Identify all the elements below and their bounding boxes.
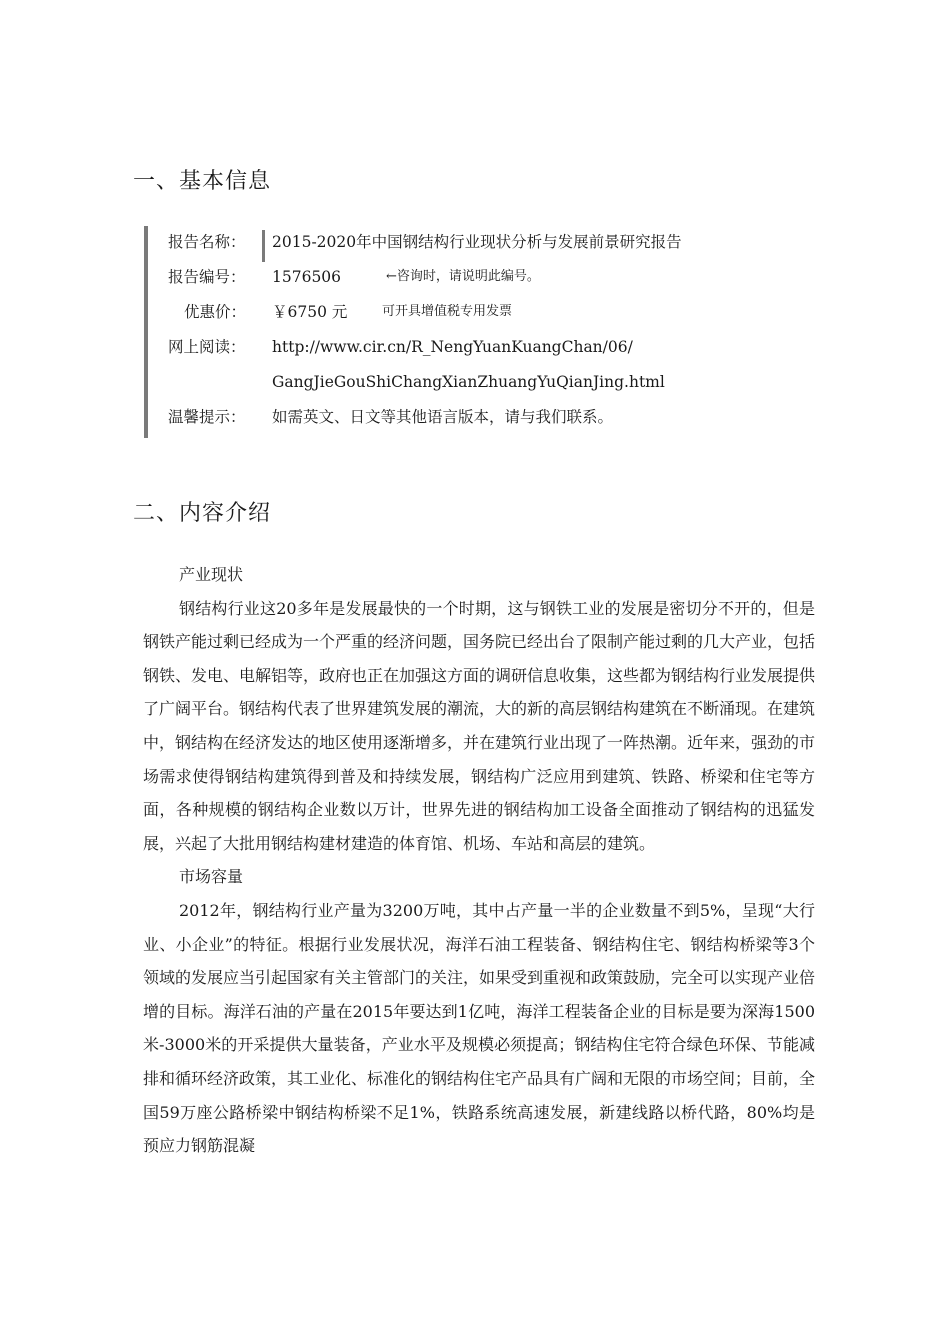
price-label: 优惠价：: [184, 303, 247, 321]
section-heading-basic-info: 一、基本信息: [133, 169, 272, 194]
report-code-label: 报告编号：: [168, 268, 246, 286]
report-code-value: 1576506: [272, 268, 342, 286]
report-name-label: 报告名称：: [168, 233, 246, 251]
report-code-note: [386, 263, 540, 291]
online-read-url-line1[interactable]: http://www.cir.cn/R_NengYuanKuangChan/06/: [272, 338, 633, 356]
online-read-label: 网上阅读：: [168, 338, 246, 356]
section-heading-content-intro: 二、内容介绍: [133, 501, 272, 526]
paragraph-market-capacity: 2012年，钢结构行业产量为3200万吨，其中占产量一半的企业数量不到5%，呈现“大行业、小企业”的特征。根据行业发展状况，海洋石油工程装备、钢结构住宅、钢结构桥梁等3个领域的发展应当引起国家有关主管部门的关注，如果受到重视和政策鼓励，完全可以实现产业倍增的目标。海洋石油的产量在2015年要达到1亿吨，海洋工程装备企业的目标是要为深海1500米-3000米的开采提供大量装备，产业水平及规模必须提高；钢结构住宅符合绿色环保、节能减排和循环经济政策，其工业化、标准化的钢结构住宅产品具有广阔和无限的市场空间；目前，全国59万座公路桥梁中钢结构桥梁不足1%，铁路系统高速发展，新建线路以桥代路，80%均是预应力钢筋混凝: [143, 900, 816, 1156]
content-body: [143, 558, 815, 1163]
report-name-marker: [262, 230, 265, 262]
left-arrow-icon: ←: [386, 269, 397, 284]
tip-value: 如需英文、日文等其他语言版本，请与我们联系。: [272, 408, 614, 426]
price-value: ￥6750 元: [272, 303, 348, 321]
invoice-note: 可开具增值税专用发票: [382, 304, 513, 319]
report-code-note-text: 咨询时，请说明此编号。: [396, 269, 540, 284]
tip-label: 温馨提示：: [168, 408, 246, 426]
basic-info-block: [144, 226, 768, 438]
subheading-market-capacity: 市场容量: [179, 867, 244, 887]
subheading-industry-status: 产业现状: [179, 565, 244, 584]
online-read-url-line2[interactable]: GangJieGouShiChangXianZhuangYuQianJing.html: [272, 373, 665, 391]
report-name-value: 2015-2020年中国钢结构行业现状分析与发展前景研究报告: [272, 233, 682, 251]
paragraph-industry-status: 钢结构行业这20多年是发展最快的一个时期，这与钢铁工业的发展是密切分不开的，但是钢铁产能过剩已经成为一个严重的经济问题，国务院已经出台了限制产能过剩的几大产业，包括钢铁、发电、电解铝等，政府也正在加强这方面的调研信息收集，这些都为钢结构行业发展提供了广阔平台。钢结构代表了世界建筑发展的潮流，大的新的高层钢结构建筑在不断涌现。在建筑中，钢结构在经济发达的地区使用逐渐增多，并在建筑行业出现了一阵热潮。近年来，强劲的市场需求使得钢结构建筑得到普及和持续发展，钢结构广泛应用到建筑、铁路、桥梁和住宅等方面，各种规模的钢结构企业数以万计，世界先进的钢结构加工设备全面推动了钢结构的迅猛发展，兴起了大批用钢结构建材建造的体育馆、机场、车站和高层的建筑。: [143, 598, 816, 853]
